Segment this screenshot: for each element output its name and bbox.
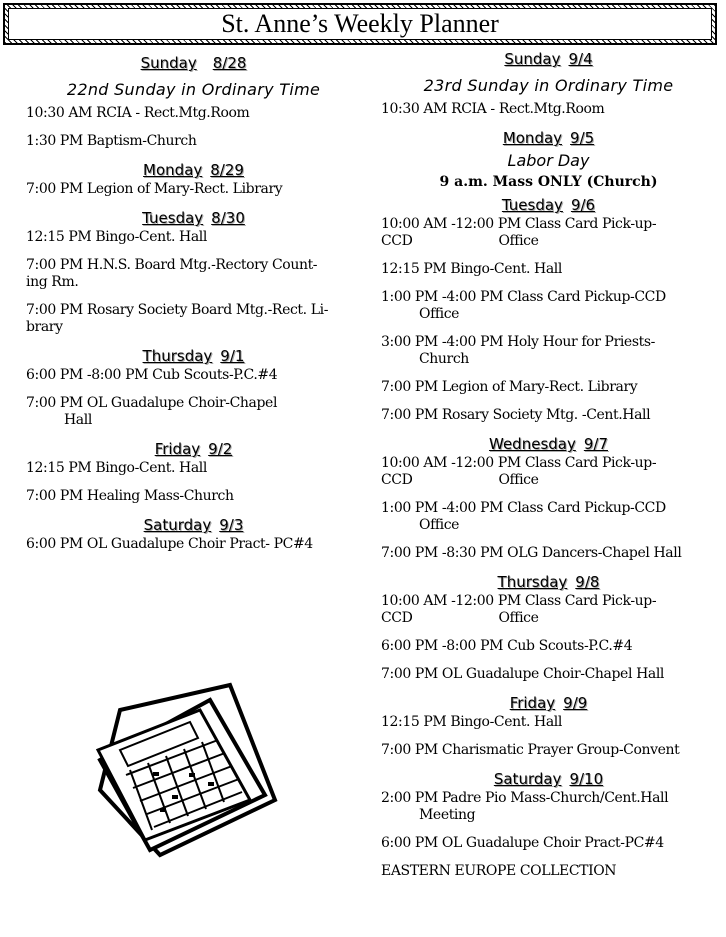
page-title: St. Anne’s Weekly Planner [8, 8, 712, 40]
event: 7:00 PM H.N.S. Board Mtg.-Rectory Count- ing Rm. [26, 257, 318, 290]
day-heading-sunday-8-28: Sunday 8/28 [140, 54, 247, 72]
event: 12:15 PM Bingo-Cent. Hall [26, 460, 207, 476]
event: 12:15 PM Bingo-Cent. Hall [381, 261, 562, 277]
event: 10:00 AM -12:00 PM Class Card Pick-up- CCD Office [381, 216, 657, 249]
event: 6:00 PM -8:00 PM Cub Scouts-P.C.#4 [26, 367, 278, 383]
event: 10:00 AM -12:00 PM Class Card Pick-up- CCD Office [381, 455, 657, 488]
day-heading-thursday-9-1: Thursday 9/1 [142, 347, 245, 365]
event: 10:30 AM RCIA - Rect.Mtg.Room [381, 101, 605, 117]
day-heading-friday-9-9: Friday 9/9 [509, 694, 588, 712]
event: 6:00 PM -8:00 PM Cub Scouts-P.C.#4 [381, 638, 633, 654]
sunday-liturgical-title: 23rd Sunday in Ordinary Time [423, 76, 674, 95]
event: 7:00 PM Rosary Society Mtg. -Cent.Hall [381, 407, 651, 423]
event: 7:00 PM -8:30 PM OLG Dancers-Chapel Hall [381, 545, 682, 561]
event: 1:00 PM -4:00 PM Class Card Pickup-CCD Office [381, 289, 666, 322]
event: 6:00 PM OL Guadalupe Choir Pract-PC#4 [381, 835, 664, 851]
holiday-label: Labor Day [507, 151, 590, 170]
event: 10:00 AM -12:00 PM Class Card Pick-up- CCD Office [381, 593, 657, 626]
event: 7:00 PM OL Guadalupe Choir-Chapel Hall [381, 666, 664, 682]
event: 3:00 PM -4:00 PM Holy Hour for Priests- Church [381, 334, 655, 367]
event: 7:00 PM Rosary Society Board Mtg.-Rect. Li- brary [26, 302, 329, 335]
right-column [381, 46, 716, 891]
event: 7:00 PM OL Guadalupe Choir-Chapel Hall [26, 395, 278, 428]
event: 12:15 PM Bingo-Cent. Hall [381, 714, 562, 730]
calendar-clipart-icon [90, 680, 280, 860]
day-heading-thursday-9-8: Thursday 9/8 [497, 573, 600, 591]
day-heading-wednesday-9-7: Wednesday 9/7 [489, 435, 608, 453]
event: 7:00 PM Legion of Mary-Rect. Library [381, 379, 638, 395]
day-heading-tuesday-9-6: Tuesday 9/6 [501, 196, 596, 214]
event: 1:30 PM Baptism-Church [26, 133, 197, 149]
collection-note: EASTERN EUROPE COLLECTION [381, 863, 617, 879]
day-heading-tuesday-8-30: Tuesday 8/30 [142, 209, 245, 227]
event: 10:30 AM RCIA - Rect.Mtg.Room [26, 105, 250, 121]
title-banner [3, 3, 717, 45]
event: 7:00 PM Healing Mass-Church [26, 488, 234, 504]
mass-note: 9 a.m. Mass ONLY (Church) [439, 174, 658, 190]
day-heading-monday-8-29: Monday 8/29 [143, 161, 244, 179]
left-column [26, 50, 361, 564]
event: 7:00 PM Charismatic Prayer Group-Convent [381, 742, 680, 758]
event: 6:00 PM OL Guadalupe Choir Pract- PC#4 [26, 536, 313, 552]
day-heading-sunday-9-4: Sunday 9/4 [504, 50, 593, 68]
event: 2:00 PM Padre Pio Mass-Church/Cent.Hall Meeting [381, 790, 669, 823]
sunday-liturgical-title: 22nd Sunday in Ordinary Time [66, 80, 321, 99]
day-heading-friday-9-2: Friday 9/2 [154, 440, 233, 458]
event: 12:15 PM Bingo-Cent. Hall [26, 229, 207, 245]
event: 1:00 PM -4:00 PM Class Card Pickup-CCD Office [381, 500, 666, 533]
event: 7:00 PM Legion of Mary-Rect. Library [26, 181, 283, 197]
day-heading-saturday-9-10: Saturday 9/10 [493, 770, 604, 788]
day-heading-monday-9-5: Monday 9/5 [502, 129, 595, 147]
day-heading-saturday-9-3: Saturday 9/3 [143, 516, 244, 534]
